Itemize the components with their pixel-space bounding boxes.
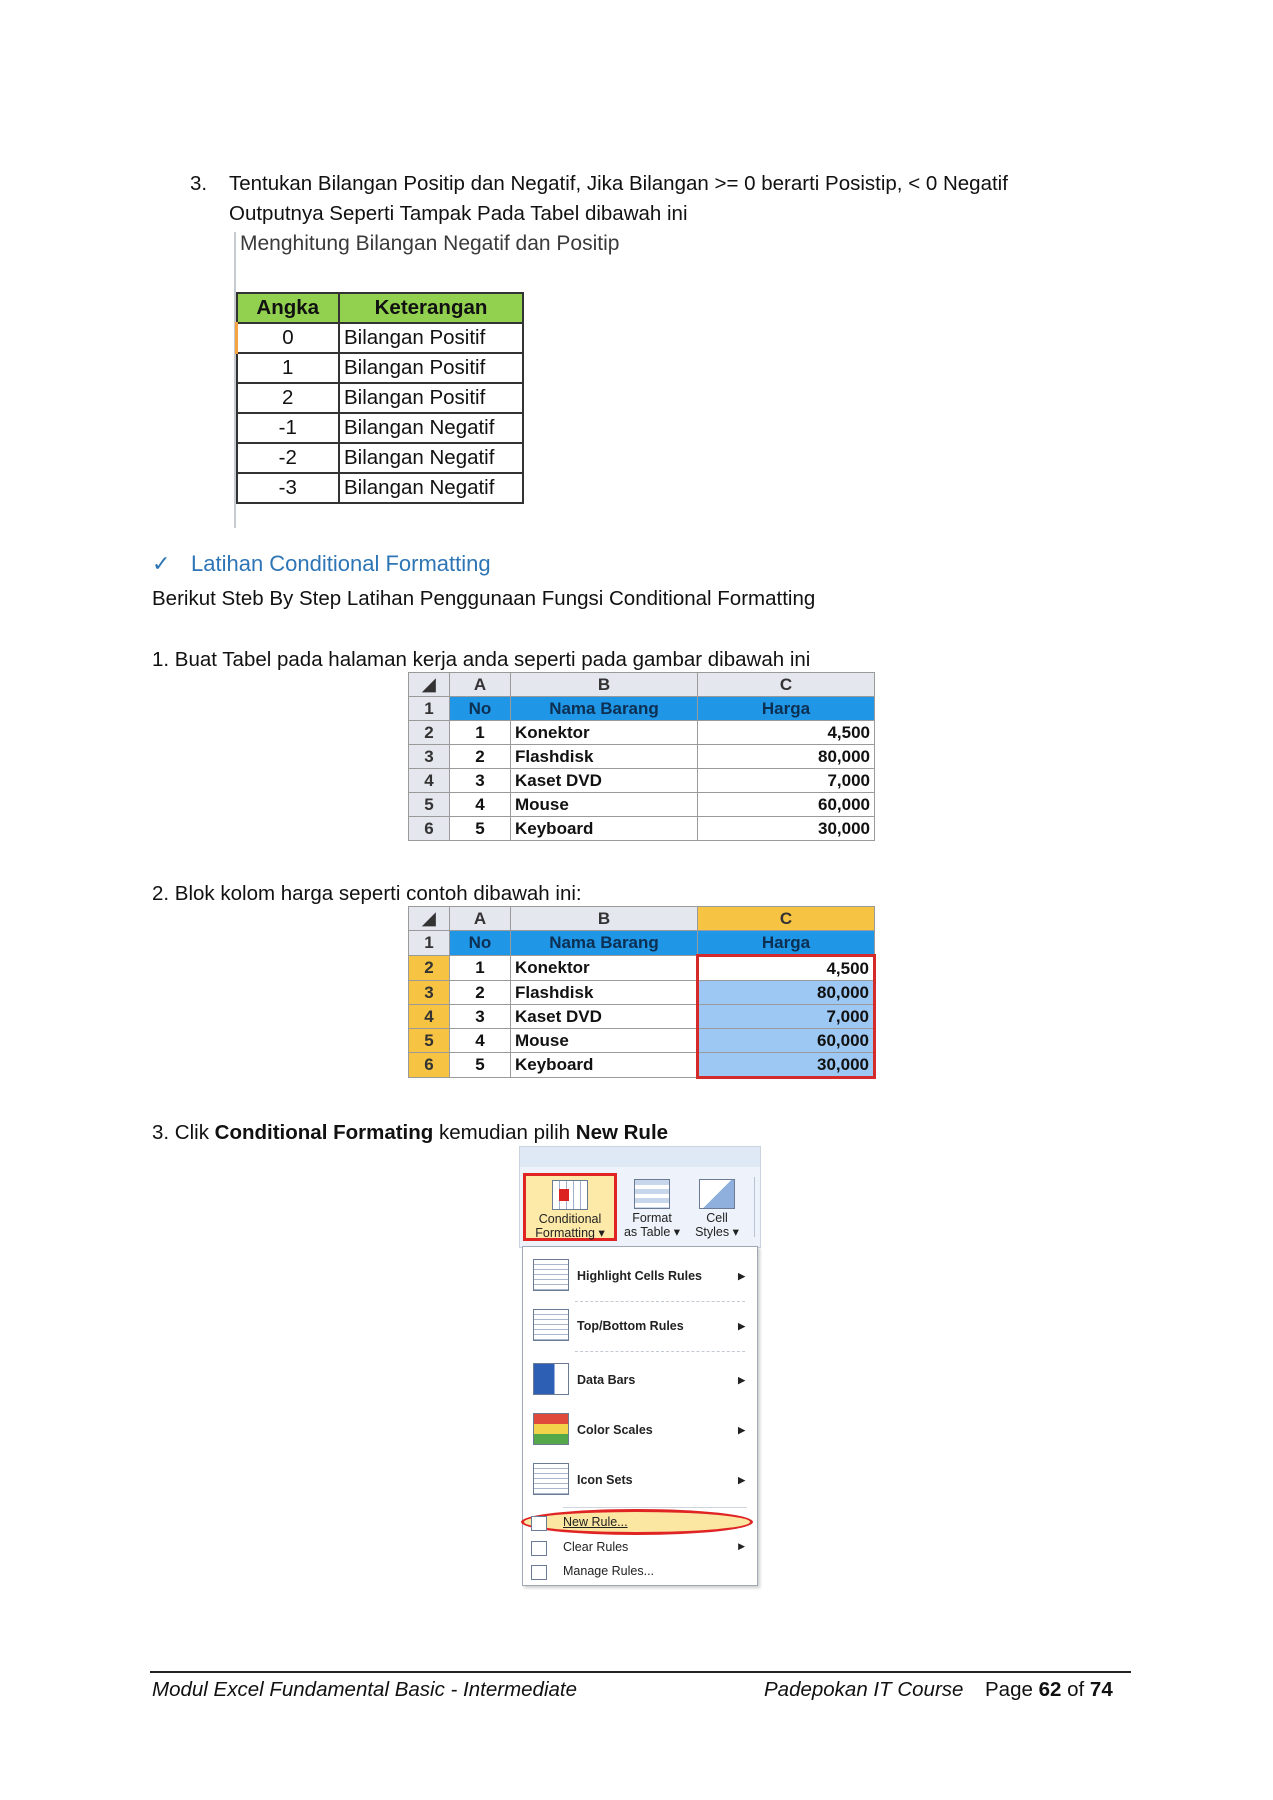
table1-cell: 2 [237,383,340,413]
corner-cell: ◢ [409,907,450,931]
row-number: 1 [409,697,450,721]
header-harga: Harga [698,697,875,721]
menu-divider [575,1351,745,1352]
cell: 60,000 [698,793,875,817]
chevron-right-icon: ▶ [738,1321,745,1331]
table1-header-keterangan: Keterangan [339,293,523,323]
manage-rules-icon [531,1565,547,1580]
cell: 5 [450,817,511,841]
chevron-right-icon: ▶ [738,1375,745,1385]
table-row [409,931,875,956]
col-header-c: C [698,907,875,931]
table-row [409,817,875,841]
cell: Keyboard [511,817,698,841]
row-number: 2 [409,721,450,745]
conditional-formatting-button[interactable] [523,1173,617,1241]
cell: Kaset DVD [511,769,698,793]
row-number: 1 [409,931,450,956]
step3-text [152,1119,668,1146]
step2-text: 2. Blok kolom harga seperti contoh dibawah ini: [152,882,582,905]
row-number: 6 [409,817,450,841]
data-bars-icon [533,1363,569,1395]
cell: 3 [450,769,511,793]
table1-cell: Bilangan Negatif [339,443,523,473]
cell: Flashdisk [511,745,698,769]
cell: Kaset DVD [511,1005,698,1029]
of-word: of [1067,1678,1085,1701]
header-nama-barang: Nama Barang [511,697,698,721]
table1-cell: Bilangan Positif [339,323,523,353]
cell: 2 [450,745,511,769]
col-header-a: A [450,673,511,697]
menu-item-manage-rules[interactable]: Manage Rules... [523,1561,757,1583]
chevron-right-icon: ▶ [738,1271,745,1281]
table1-cell: Bilangan Positif [339,353,523,383]
selected-cell[interactable]: 30,000 [698,1053,875,1078]
table1-header-angka: Angka [237,293,340,323]
cell: Mouse [511,793,698,817]
header-no: No [450,697,511,721]
cell: 4 [450,793,511,817]
ribbon-divider [754,1177,755,1237]
table-row [237,413,524,443]
top-bottom-icon [533,1309,569,1341]
selected-cell[interactable]: 4,500 [698,956,875,981]
step3-bold2: New Rule [575,1121,669,1144]
table-row [409,793,875,817]
cell: Mouse [511,1029,698,1053]
table-row [409,697,875,721]
chevron-right-icon: ▶ [738,1425,745,1435]
page-number: 62 [1038,1678,1062,1701]
excel-table-1 [408,672,875,841]
table-row [237,353,524,383]
chevron-right-icon: ▶ [738,1475,745,1485]
cell: 30,000 [698,817,875,841]
menu-divider [563,1507,747,1508]
ft-label-1: Format [632,1211,672,1225]
header-nama-barang: Nama Barang [511,931,698,956]
header-harga: Harga [698,931,875,956]
conditional-formatting-menu [522,1246,758,1586]
table-row [237,443,524,473]
menu-item-highlight-cells-rules[interactable]: Highlight Cells Rules ▶ [523,1259,757,1297]
row-number: 4 [409,1005,450,1029]
step3-middle: kemudian pilih [433,1121,576,1144]
table1-cell: -3 [237,473,340,503]
page-word: Page [985,1678,1033,1701]
icon-sets-icon [533,1463,569,1495]
col-header-c: C [698,673,875,697]
table1 [235,292,524,504]
table-row [409,1053,875,1078]
cell: Keyboard [511,1053,698,1078]
table1-cell: -1 [237,413,340,443]
ribbon-top-strip [520,1147,760,1167]
table-row [409,956,875,981]
selected-cell[interactable]: 60,000 [698,1029,875,1053]
menu-item-data-bars[interactable]: Data Bars ▶ [523,1363,757,1401]
table-row [237,383,524,413]
cell: Flashdisk [511,981,698,1005]
step3-line2: Outputnya Seperti Tampak Pada Tabel dibawah ini [229,202,688,225]
col-header-a: A [450,907,511,931]
footer-rule [150,1671,1131,1673]
clear-rules-icon [531,1541,547,1556]
cell: 2 [450,981,511,1005]
footer-left: Modul Excel Fundamental Basic - Intermediate [152,1678,578,1701]
format-as-table-button[interactable] [619,1173,685,1241]
menu-item-icon-sets[interactable]: Icon Sets ▶ [523,1463,757,1501]
header-no: No [450,931,511,956]
cell: 7,000 [698,769,875,793]
cell: 1 [450,721,511,745]
footer-middle: Padepokan IT Course [764,1678,964,1701]
conditional-formatting-icon [552,1180,588,1210]
step3-prefix: 3. Clik [152,1121,215,1144]
chevron-right-icon: ▶ [738,1541,745,1551]
row-number: 6 [409,1053,450,1078]
section-intro: Berikut Steb By Step Latihan Penggunaan Fungsi Conditional Formatting [152,587,816,610]
ribbon-panel [519,1146,761,1248]
excel-table-2 [408,906,876,1079]
col-header-row [409,673,875,697]
color-scales-icon [533,1413,569,1445]
col-header-b: B [511,907,698,931]
step3-bold1: Conditional Formating [214,1121,434,1144]
col-header-row [409,907,875,931]
cell: 3 [450,1005,511,1029]
format-table-icon [634,1179,670,1209]
table1-cell: Bilangan Negatif [339,473,523,503]
cell-styles-button[interactable] [686,1173,748,1241]
cell: 4 [450,1029,511,1053]
corner-cell: ◢ [409,673,450,697]
table-row [409,1005,875,1029]
table-row [409,721,875,745]
table1-cell: 0 [237,323,340,353]
table-row [409,769,875,793]
table-row [409,981,875,1005]
table-row [409,1029,875,1053]
table-row [409,745,875,769]
ft-label-2: as Table ▾ [623,1225,681,1239]
table1-title: Menghitung Bilangan Negatif dan Positip [240,232,620,255]
cf-label-2: Formatting ▾ [535,1226,605,1240]
menu-item-clear-rules[interactable]: Clear Rules ▶ [523,1537,757,1559]
menu-divider [575,1301,745,1302]
menu-item-top-bottom-rules[interactable]: Top/Bottom Rules ▶ [523,1309,757,1347]
new-rule-highlight [521,1509,753,1535]
table1-cell: Bilangan Negatif [339,413,523,443]
highlight-cells-icon [533,1259,569,1291]
row-number: 5 [409,1029,450,1053]
page-total: 74 [1089,1678,1113,1701]
step3-number: 3. [190,172,208,195]
cell: Konektor [511,956,698,981]
table1-cell: Bilangan Positif [339,383,523,413]
table1-cell: -2 [237,443,340,473]
menu-item-color-scales[interactable]: Color Scales ▶ [523,1413,757,1451]
cell: 5 [450,1053,511,1078]
check-icon: ✓ [152,551,171,576]
cf-label-1: Conditional [538,1212,602,1226]
row-number: 5 [409,793,450,817]
row-number: 2 [409,956,450,981]
cell: 4,500 [698,721,875,745]
cell: 1 [450,956,511,981]
table-row [237,473,524,503]
cs-label-2: Styles ▾ [695,1225,739,1239]
new-rule-icon [531,1516,547,1531]
selected-cell[interactable]: 7,000 [698,1005,875,1029]
row-number: 3 [409,745,450,769]
table-row [237,323,524,353]
step1-text: 1. Buat Tabel pada halaman kerja anda seperti pada gambar dibawah ini [152,648,811,671]
section-title: Latihan Conditional Formatting [191,551,491,576]
step3-line1: Tentukan Bilangan Positip dan Negatif, Jika Bilangan >= 0 berarti Posistip, < 0 Negatif [229,172,1008,195]
cell: 80,000 [698,745,875,769]
cell: Konektor [511,721,698,745]
row-number: 4 [409,769,450,793]
page-indicator [985,1678,1113,1702]
col-header-b: B [511,673,698,697]
table1-header-row [237,293,524,323]
cell-styles-icon [699,1179,735,1209]
selected-cell[interactable]: 80,000 [698,981,875,1005]
row-number: 3 [409,981,450,1005]
menu-item-new-rule[interactable]: New Rule... [523,1511,757,1535]
table1-cell: 1 [237,353,340,383]
cs-label-1: Cell [706,1211,728,1225]
